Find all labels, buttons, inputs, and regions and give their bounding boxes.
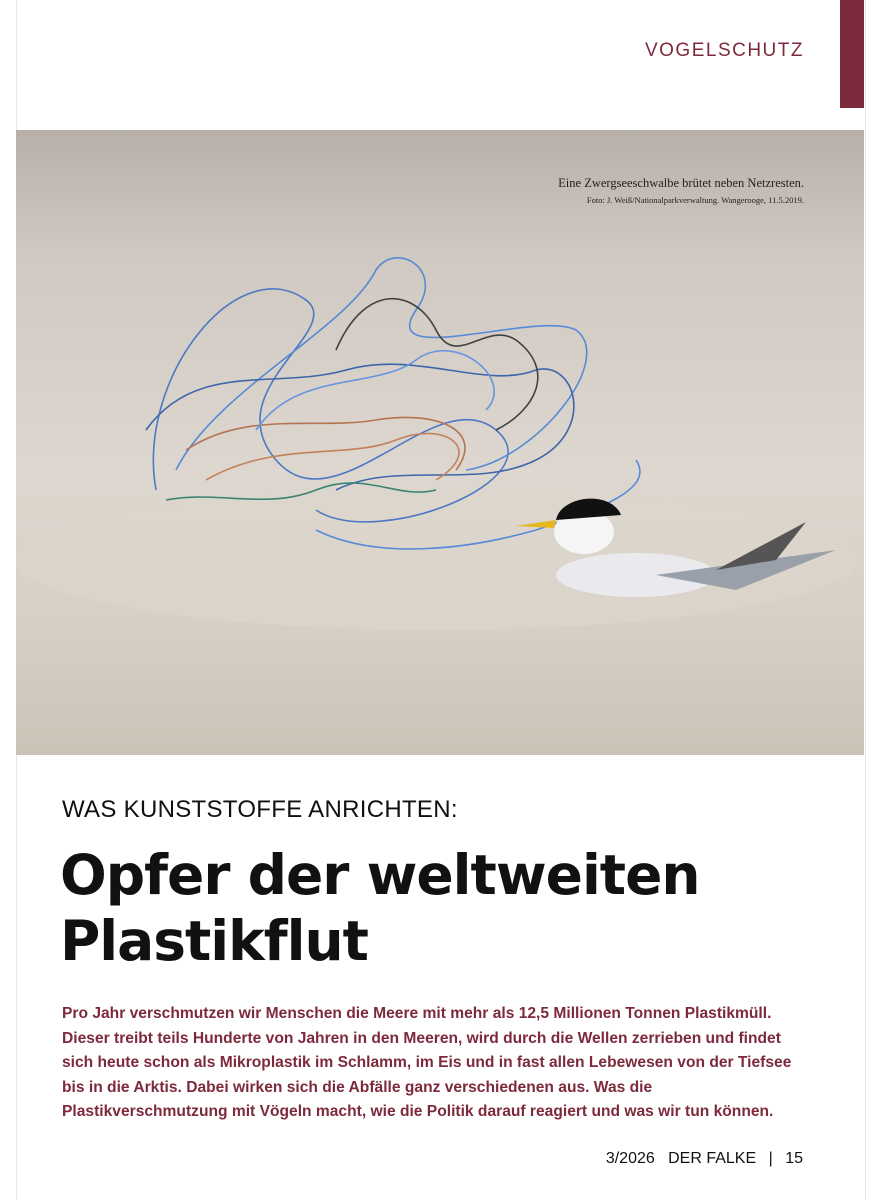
- article-title: [60, 842, 700, 974]
- photo-credit: Foto: J. Weiß/Nationalparkverwaltung. Wangerooge, 11.5.2019.: [586, 195, 804, 205]
- article-kicker: WAS KUNSTSTOFFE ANRICHTEN:: [62, 796, 458, 823]
- title-line-2: Plastikflut: [60, 909, 368, 973]
- magazine-name: DER FALKE: [668, 1150, 757, 1167]
- photo-illustration: [16, 130, 864, 755]
- section-color-tab: [840, 0, 864, 108]
- section-label: VOGELSCHUTZ: [644, 40, 804, 61]
- title-line-1: Opfer der weltweiten: [60, 843, 700, 907]
- issue-number: 3/2026: [605, 1150, 655, 1167]
- caption-text: Eine Zwergseeschwalbe brütet neben Netzresten.: [558, 176, 804, 190]
- page-number: 15: [785, 1150, 803, 1167]
- footer-separator: |: [768, 1150, 773, 1167]
- photo-tern-with-net: [16, 130, 864, 755]
- page-footer: [606, 1150, 803, 1168]
- photo-caption: [558, 176, 804, 205]
- article-lead: Pro Jahr verschmutzen wir Menschen die Meere mit mehr als 12,5 Millionen Tonnen Plastikmüll. Dieser treibt teils Hunderte von Jahren in den Meeren, wird durch die Wellen zerrieben und findet sich heute schon als Mikroplastik im Schlamm, im Eis und in fast allen Lebewesen von der Tiefsee bis in die Arktis. Dabei wirken sich die Abfälle ganz verschiedenen aus. Was die Plastikverschmutzung mit Vögeln macht, wie die Politik darauf reagiert und was wir tun können.: [62, 1005, 792, 1120]
